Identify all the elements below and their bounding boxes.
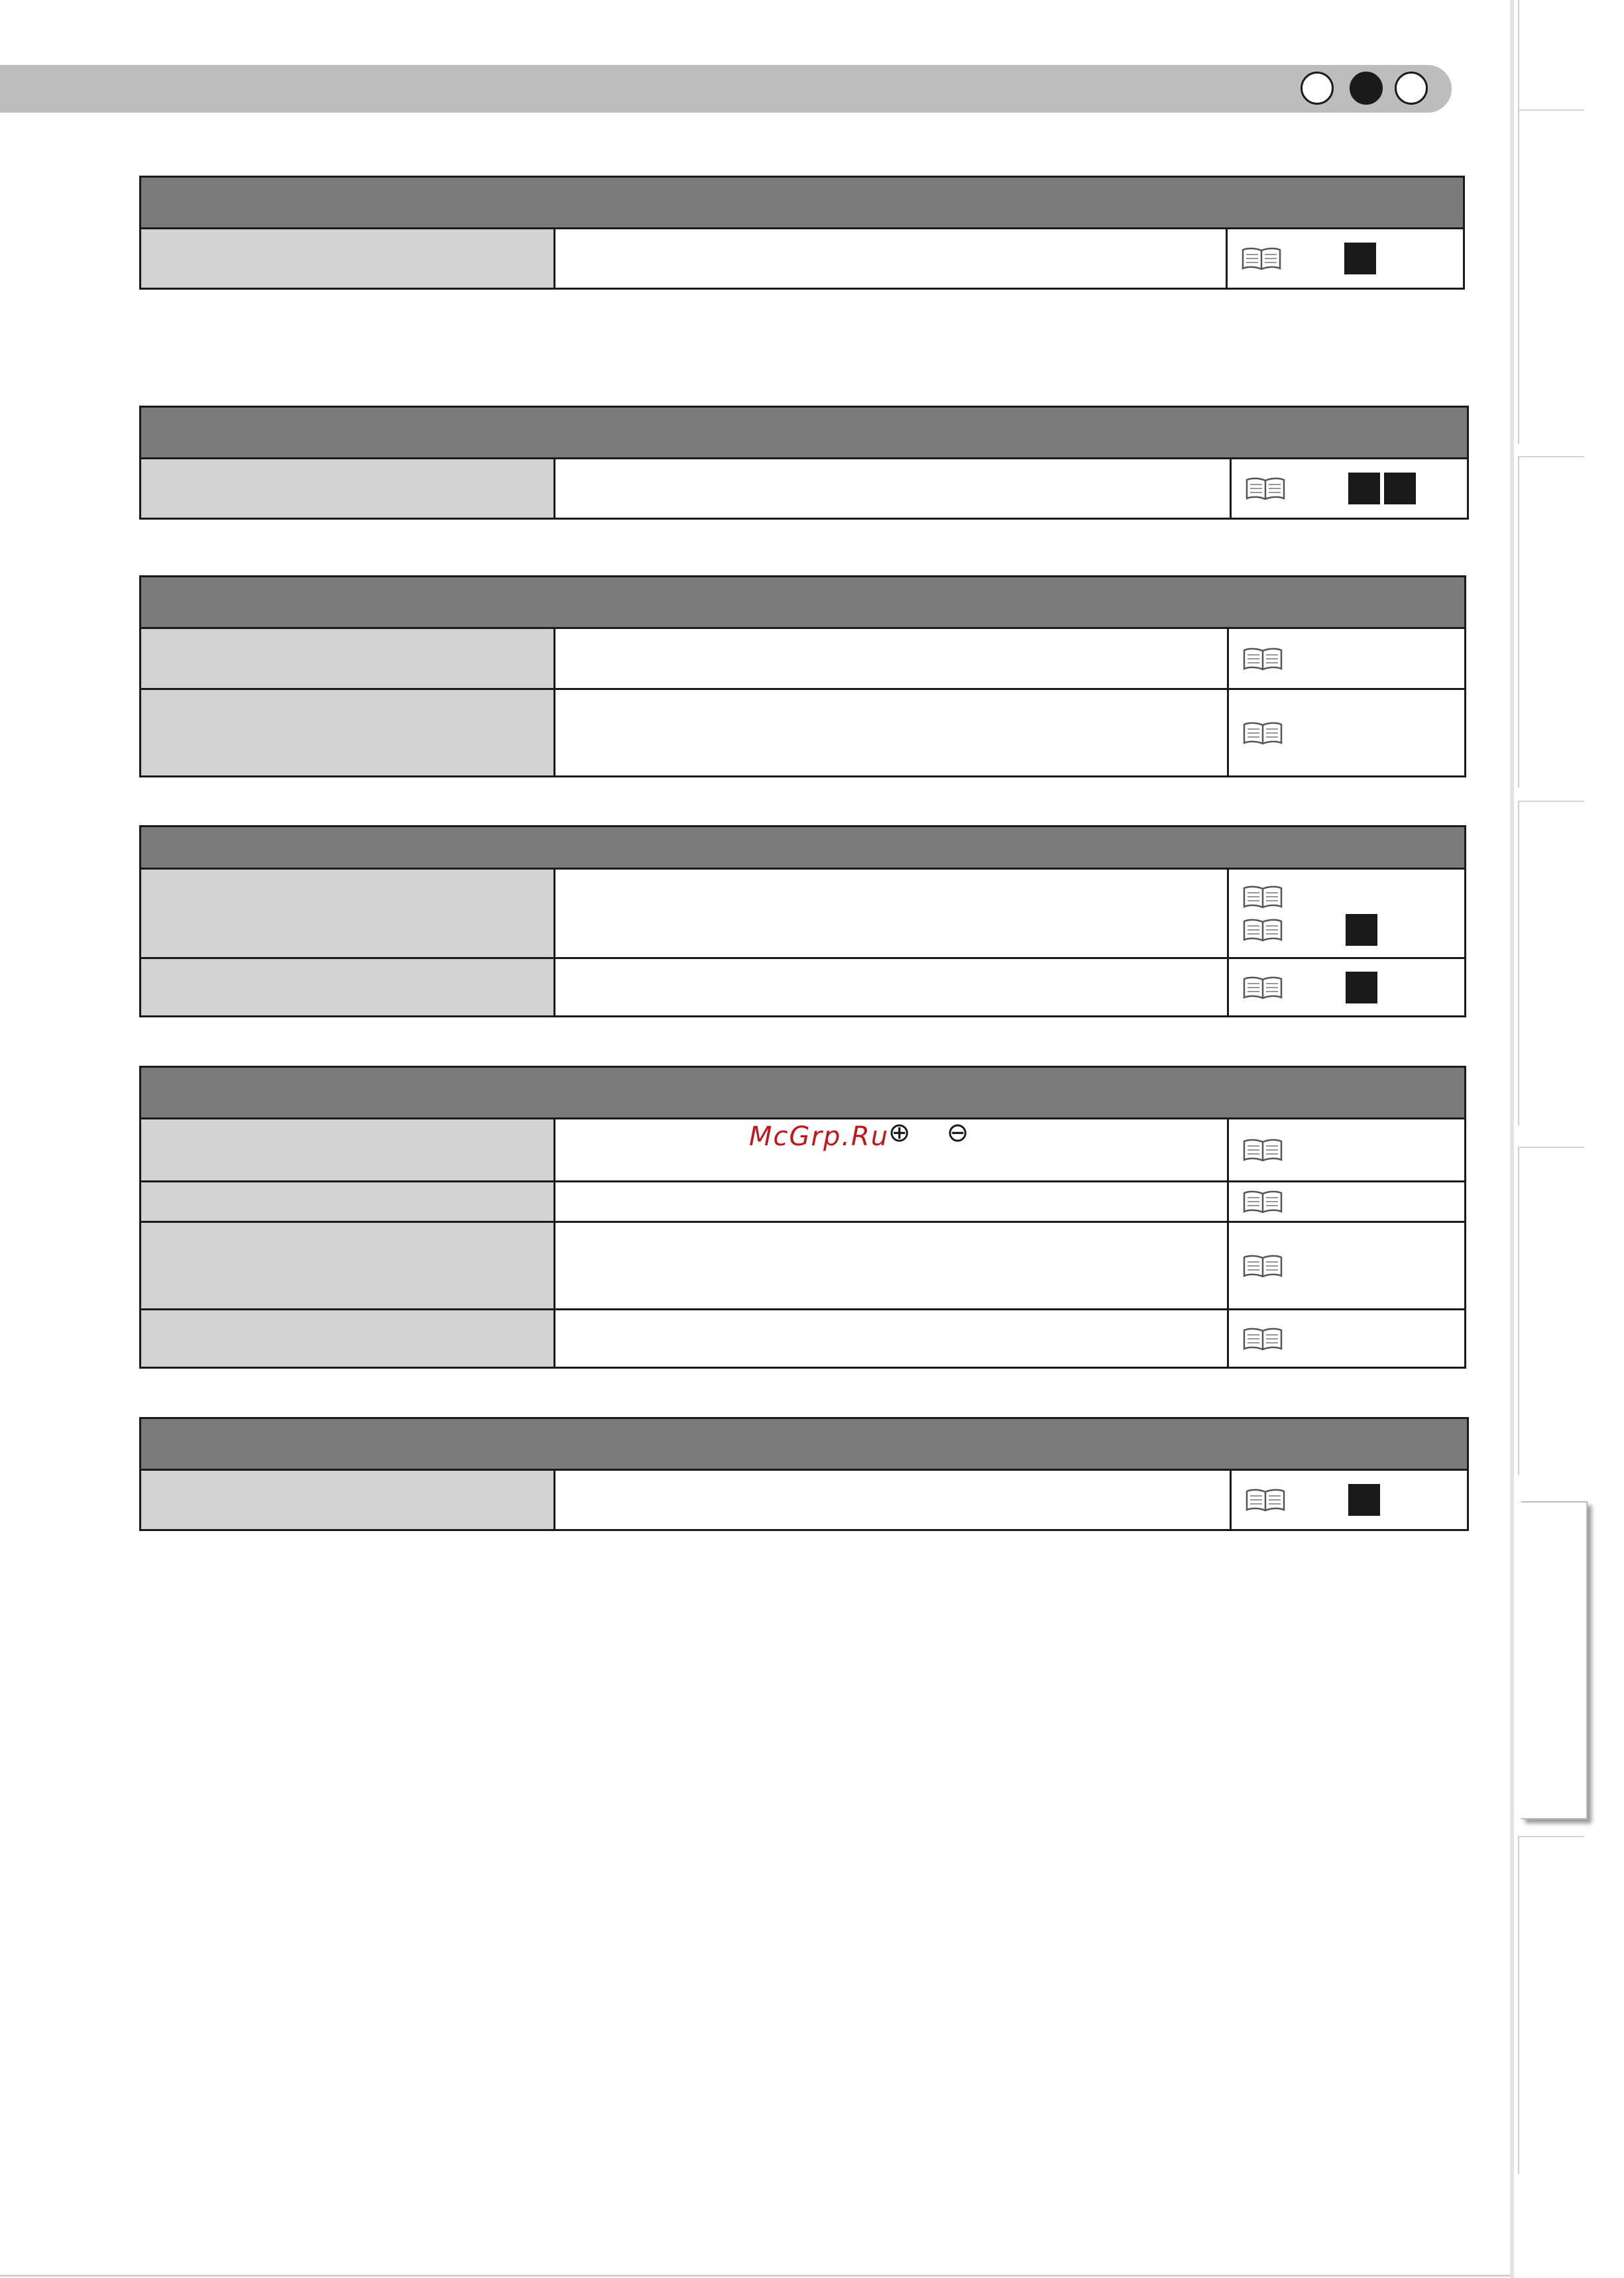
page-marker-square <box>1384 473 1416 504</box>
table-section-5 <box>139 1066 1466 1369</box>
reference-line <box>1245 473 1467 504</box>
row-reference-cell <box>1229 1223 1464 1308</box>
row-description-cell <box>555 870 1229 957</box>
row-label-cell <box>141 1182 555 1221</box>
row-description-cell <box>555 629 1229 688</box>
table-row <box>141 229 1463 288</box>
page-edge <box>1510 0 1514 2278</box>
book-icon <box>1242 1254 1283 1278</box>
table-row <box>141 1308 1464 1367</box>
book-icon <box>1242 1138 1283 1162</box>
row-reference-cell <box>1229 959 1464 1015</box>
reference-line <box>1245 1484 1467 1516</box>
reference-line <box>1242 914 1464 946</box>
row-label-cell <box>141 459 555 518</box>
reference-line <box>1242 1323 1464 1355</box>
header-bar <box>0 65 1452 113</box>
book-icon <box>1242 721 1283 745</box>
page-marker-square <box>1346 972 1377 1003</box>
table-section-3 <box>139 575 1466 777</box>
row-description-cell <box>555 1471 1232 1529</box>
row-description-cell <box>555 1223 1229 1308</box>
row-label-cell <box>141 1223 555 1308</box>
page-marker-square <box>1344 243 1376 274</box>
row-description-cell <box>555 690 1229 775</box>
row-label-cell <box>141 1119 555 1180</box>
table-section-1 <box>139 176 1465 290</box>
row-label-cell <box>141 229 555 288</box>
header-dot-empty <box>1301 72 1334 105</box>
reference-line <box>1242 717 1464 749</box>
row-description-cell <box>555 459 1232 518</box>
row-label-cell <box>141 870 555 957</box>
row-label-cell <box>141 629 555 688</box>
table-section-6 <box>139 1417 1469 1531</box>
table-row <box>141 1180 1464 1221</box>
reference-line <box>1241 243 1463 274</box>
row-reference-cell <box>1232 459 1467 518</box>
row-reference-cell <box>1229 690 1464 775</box>
side-tab[interactable] <box>1518 456 1584 787</box>
table-row <box>141 1471 1467 1529</box>
section-title-bar <box>141 178 1463 229</box>
row-label-cell <box>141 690 555 775</box>
side-tab[interactable] <box>1518 0 1584 109</box>
side-tab[interactable] <box>1518 109 1584 444</box>
page-marker-square <box>1346 914 1377 946</box>
side-tab[interactable] <box>1518 1147 1584 1475</box>
table-section-4 <box>139 825 1466 1017</box>
book-icon <box>1242 918 1283 942</box>
bottom-divider <box>0 2275 1510 2277</box>
reference-line <box>1242 1250 1464 1282</box>
side-tab[interactable] <box>1518 801 1584 1125</box>
row-description-cell <box>555 1310 1229 1367</box>
table-row <box>141 688 1464 775</box>
watermark-text: McGrp.Ru <box>749 1121 890 1152</box>
section-title-bar <box>141 408 1467 459</box>
table-section-2 <box>139 406 1469 520</box>
reference-line <box>1242 972 1464 1003</box>
section-title-bar <box>141 577 1464 629</box>
row-label-cell <box>141 1310 555 1367</box>
table-row <box>141 459 1467 518</box>
row-description-cell <box>555 959 1229 1015</box>
row-reference-cell <box>1229 1182 1464 1221</box>
book-icon <box>1242 885 1283 909</box>
book-icon <box>1241 247 1282 270</box>
section-title-bar <box>141 1068 1464 1119</box>
row-reference-cell <box>1232 1471 1467 1529</box>
reference-line <box>1242 1186 1464 1218</box>
section-title-bar <box>141 1419 1467 1471</box>
reference-line <box>1242 881 1464 913</box>
book-icon <box>1242 1327 1283 1351</box>
table-row <box>141 1221 1464 1308</box>
row-reference-cell <box>1229 870 1464 957</box>
row-label-cell <box>141 959 555 1015</box>
row-label-cell <box>141 1471 555 1529</box>
book-icon <box>1242 1190 1283 1214</box>
reference-line <box>1242 643 1464 675</box>
page-marker-square <box>1348 473 1380 504</box>
table-row <box>141 870 1464 957</box>
table-row <box>141 629 1464 688</box>
header-dot-filled <box>1350 72 1383 105</box>
side-tab[interactable] <box>1518 1836 1584 2174</box>
row-description-cell <box>555 1182 1229 1221</box>
table-row <box>141 957 1464 1015</box>
plus-circle-icon: ⊕ <box>888 1117 911 1148</box>
row-reference-cell <box>1229 1310 1464 1367</box>
book-icon <box>1242 976 1283 999</box>
section-title-bar <box>141 827 1464 870</box>
row-description-cell <box>555 229 1228 288</box>
reference-line <box>1242 1134 1464 1166</box>
row-reference-cell <box>1228 229 1463 288</box>
row-reference-cell <box>1229 629 1464 688</box>
minus-circle-icon: ⊖ <box>947 1117 969 1148</box>
side-tab-active[interactable] <box>1521 1501 1588 1819</box>
book-icon <box>1245 1488 1286 1512</box>
row-reference-cell <box>1229 1119 1464 1180</box>
header-dot-empty <box>1395 72 1428 105</box>
page-marker-square <box>1348 1484 1380 1516</box>
book-icon <box>1242 647 1283 671</box>
book-icon <box>1245 477 1286 500</box>
